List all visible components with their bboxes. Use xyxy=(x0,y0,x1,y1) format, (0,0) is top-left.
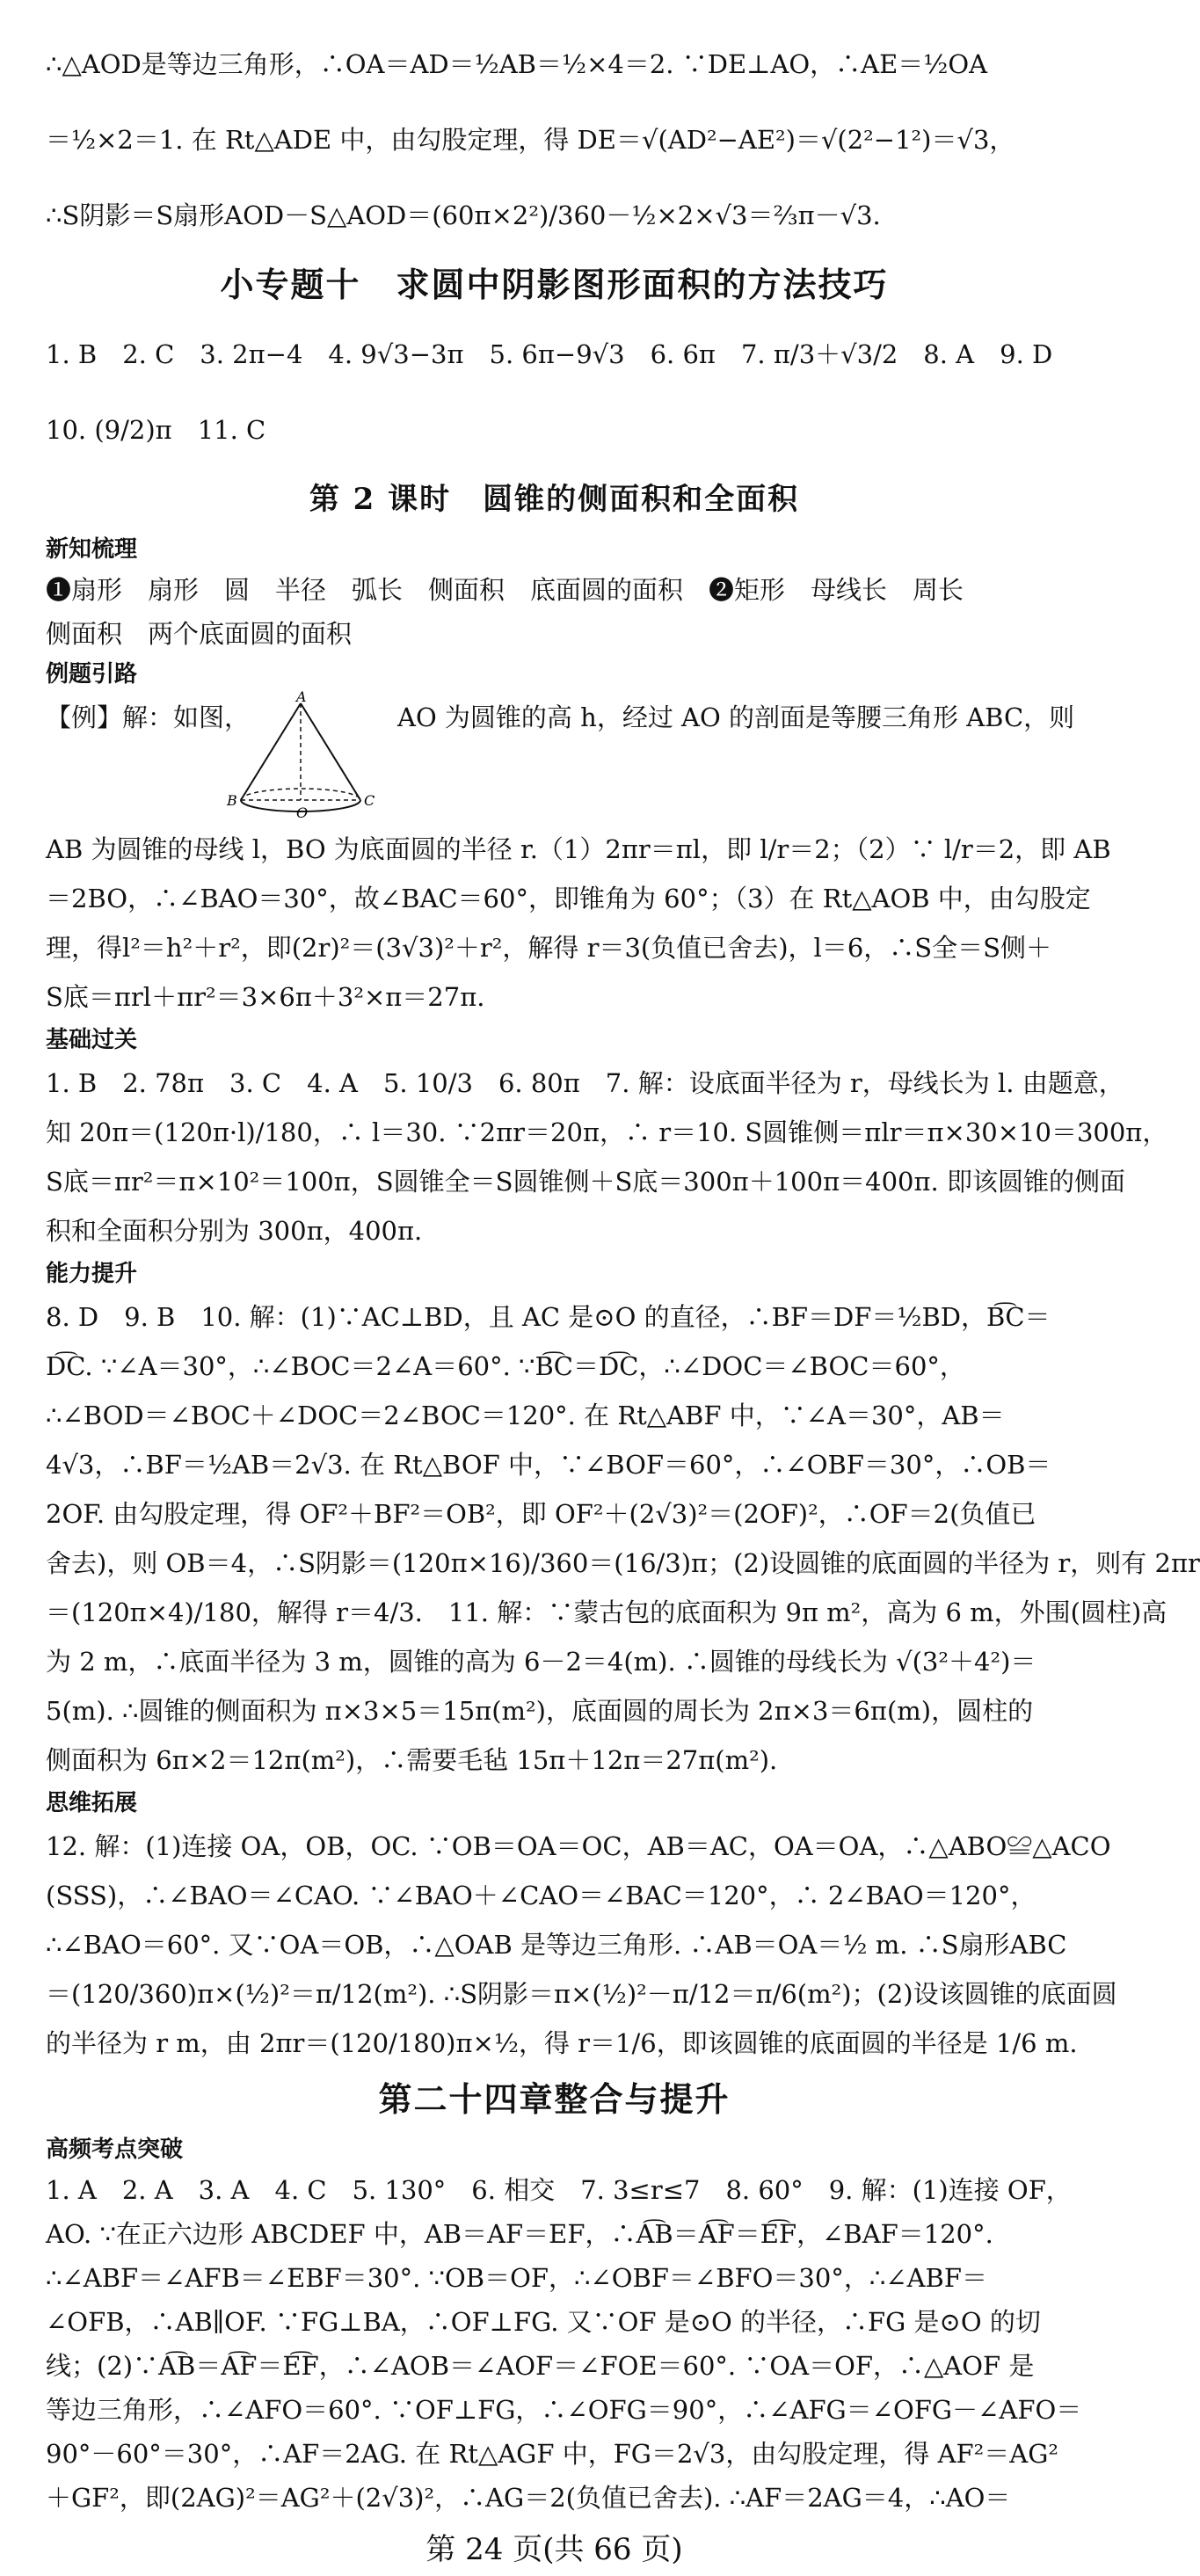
text-line: 为 2 m，∴底面半径为 3 m，圆锥的高为 6－2＝4(m). ∴圆锥的母线长为 √(3²＋4²)＝ xyxy=(46,1647,1036,1677)
text-line: 的半径为 r m，由 2πr＝(120/180)π×½，得 r＝1/6，即该圆锥的底面圆的半径是 1/6 m. xyxy=(46,2028,1078,2058)
section-label-xinzhi: 新知梳理 xyxy=(46,536,138,563)
example-intro-right: AO 为圆锥的高 h，经过 AO 的剖面是等腰三角形 ABC，则 xyxy=(397,702,1075,732)
text-line: ∴∠BOD＝∠BOC＋∠DOC＝2∠BOC＝120°. 在 Rt△ABF 中，∵∠A＝30°，AB＝ xyxy=(46,1401,1005,1430)
text-line: D͡C. ∵∠A＝30°，∴∠BOC＝2∠A＝60°. ∵B͡C＝D͡C，∴∠DOC＝∠BOC＝60°， xyxy=(46,1351,965,1381)
text-line: 12. 解：(1)连接 OA，OB，OC. ∵OB＝OA＝OC，AB＝AC，OA＝OA，∴△ABO≌△ACO xyxy=(46,1831,1111,1861)
lesson-heading: 第 2 课时 圆锥的侧面积和全面积 xyxy=(309,482,800,517)
text-line: 5(m). ∴圆锥的侧面积为 π×3×5＝15π(m²)，底面圆的周长为 2π×3＝6π(m)，圆柱的 xyxy=(46,1696,1034,1726)
text-line: 侧面积 两个底面圆的面积 xyxy=(46,619,353,649)
cone-edge-left xyxy=(241,703,301,800)
text-line: ∴∠BAO＝60°. 又∵OA＝OB，∴△OAB 是等边三角形. ∴AB＝OA＝½ m. ∴S扇形ABC xyxy=(46,1930,1067,1960)
text-line: 侧面积为 6π×2＝12π(m²)，∴需要毛毡 15π＋12π＝27π(m²). xyxy=(46,1745,778,1775)
text-line: 1. B 2. 78π 3. C 4. A 5. 10/3 6. 80π 7. 解：设底面半径为 r，母线长为 l. 由题意， xyxy=(46,1068,1124,1098)
section-label-nengli: 能力提升 xyxy=(46,1261,138,1287)
text-line: AO. ∵在正六边形 ABCDEF 中，AB＝AF＝EF，∴A͡B＝A͡F＝E͡F，∠BAF＝120°. xyxy=(46,2219,993,2249)
text-line: AB 为圆锥的母线 l，BO 为底面圆的半径 r.（1）2πr＝πl，即 l/r＝2；（2）∵ l/r＝2，即 AB xyxy=(46,834,1111,864)
section-label-gaopin: 高频考点突破 xyxy=(46,2136,184,2163)
text-line: 90°－60°＝30°，∴AF＝2AG. 在 Rt△AGF 中，FG＝2√3，由勾股定理，得 AF²＝AG² xyxy=(46,2439,1059,2469)
section-label-jichu: 基础过关 xyxy=(46,1027,138,1053)
text-line: S底＝πrl＋πr²＝3×6π＋3²×π＝27π. xyxy=(46,982,485,1012)
text-line: 8. D 9. B 10. 解：(1)∵AC⊥BD，且 AC 是⊙O 的直径，∴BF＝DF＝½BD，B͡C＝ xyxy=(46,1302,1051,1332)
block-top xyxy=(46,26,1063,253)
text-line: ＝½×2＝1. 在 Rt△ADE 中，由勾股定理，得 DE＝√(AD²−AE²)＝√(2²−1²)＝√3， xyxy=(46,125,1015,155)
text-line: 理，得l²＝h²＋r²，即(2r)²＝(3√3)²＋r²，解得 r＝3(负值已舍去)，l＝6，∴S全＝S侧＋ xyxy=(46,933,1052,963)
text-line: 线；(2)∵A͡B＝A͡F＝E͡F，∴∠AOB＝∠AOF＝∠FOE＝60°. ∵OA＝OF，∴△AOF 是 xyxy=(46,2351,1035,2381)
label-o: O xyxy=(296,804,309,821)
answer-line: 10. (9/2)π 11. C xyxy=(46,415,266,445)
text-line: ∴S阴影＝S扇形AOD－S△AOD＝(60π×2²)/360－½×2×√3＝⅔π－√3. xyxy=(46,200,881,230)
text-line: (SSS)，∴∠BAO＝∠CAO. ∵∠BAO＋∠CAO＝∠BAC＝120°，∴ 2∠BAO＝120°， xyxy=(46,1881,1036,1910)
text-line: ∴∠ABF＝∠AFB＝∠EBF＝30°. ∵OB＝OF，∴∠OBF＝∠BFO＝30°，∴∠ABF＝ xyxy=(46,2263,987,2293)
cone-figure xyxy=(213,688,389,825)
text-line: 2OF. 由勾股定理，得 OF²＋BF²＝OB²，即 OF²＋(2√3)²＝(2OF)²，∴OF＝2(负值已 xyxy=(46,1499,1036,1529)
section-label-liti: 例题引路 xyxy=(46,661,138,688)
text-line: S底＝πr²＝π×10²＝100π，S圆锥全＝S圆锥侧＋S底＝300π＋100π＝400π. 即该圆锥的侧面 xyxy=(46,1167,1125,1197)
section-heading-topic10: 小专题十 求圆中阴影图形面积的方法技巧 xyxy=(220,265,889,304)
text-line: 等边三角形，∴∠AFO＝60°. ∵OF⊥FG，∴∠OFG＝90°，∴∠AFG＝∠OFG－∠AFO＝ xyxy=(46,2395,1082,2425)
label-a: A xyxy=(296,688,307,705)
text-line: 知 20π＝(120π·l)/180，∴ l＝30. ∵2πr＝20π，∴ r＝10. S圆锥侧＝πlr＝π×30×10＝300π， xyxy=(46,1117,1168,1147)
text-line: ❶扇形 扇形 圆 半径 弧长 侧面积 底面圆的面积 ❷矩形 母线长 周长 xyxy=(46,575,964,605)
text-line: ＋GF²，即(2AG)²＝AG²＋(2√3)²，∴AG＝2(负值已舍去). ∴AF＝2AG＝4，∴AO＝ xyxy=(46,2483,1011,2513)
text-line: 4√3，∴BF＝½AB＝2√3. 在 Rt△BOF 中，∵∠BOF＝60°，∴∠OBF＝30°，∴OB＝ xyxy=(46,1450,1051,1480)
label-c: C xyxy=(364,792,375,809)
label-b: B xyxy=(227,792,237,809)
answer-line: 1. B 2. C 3. 2π−4 4. 9√3−3π 5. 6π−9√3 6. 6π 7. π/3＋√3/2 8. A 9. D xyxy=(46,339,1053,369)
example-row xyxy=(46,688,1075,825)
example-intro: 【例】解：如图， xyxy=(46,702,251,732)
text-line: 1. A 2. A 3. A 4. C 5. 130° 6. 相交 7. 3≤r≤7 8. 60° 9. 解：(1)连接 OF， xyxy=(46,2175,1072,2205)
text-line: ＝(120/360)π×(½)²＝π/12(m²). ∴S阴影＝π×(½)²－π/12＝π/6(m²)；(2)设该圆锥的底面圆 xyxy=(46,1979,1117,2009)
section-label-siwei: 思维拓展 xyxy=(46,1790,138,1816)
text-line: 舍去)，则 OB＝4，∴S阴影＝(120π×16)/360＝(16/3)π；(2)设圆锥的底面圆的半径为 r，则有 2πr xyxy=(46,1548,1200,1578)
cone-edge-right xyxy=(301,703,360,800)
chapter-heading: 第二十四章整合与提升 xyxy=(378,2079,731,2119)
text-line: ∠OFB，∴AB∥OF. ∵FG⊥BA，∴OF⊥FG. 又∵OF 是⊙O 的半径，∴FG 是⊙O 的切 xyxy=(46,2307,1041,2337)
text-line: ＝(120π×4)/180，解得 r＝4/3. 11. 解：∵蒙古包的底面积为 9π m²，高为 6 m，外围(圆柱)高 xyxy=(46,1597,1167,1627)
page-footer: 第 24 页(共 66 页) xyxy=(425,2532,683,2567)
text-line: 积和全面积分别为 300π，400π. xyxy=(46,1216,423,1246)
text-line: ＝2BO，∴∠BAO＝30°，故∠BAC＝60°，即锥角为 60°；（3）在 Rt△AOB 中，由勾股定 xyxy=(46,884,1091,913)
text-line: ∴△AOD是等边三角形，∴OA＝AD＝½AB＝½×4＝2. ∵DE⊥AO，∴AE＝½OA xyxy=(46,49,988,79)
